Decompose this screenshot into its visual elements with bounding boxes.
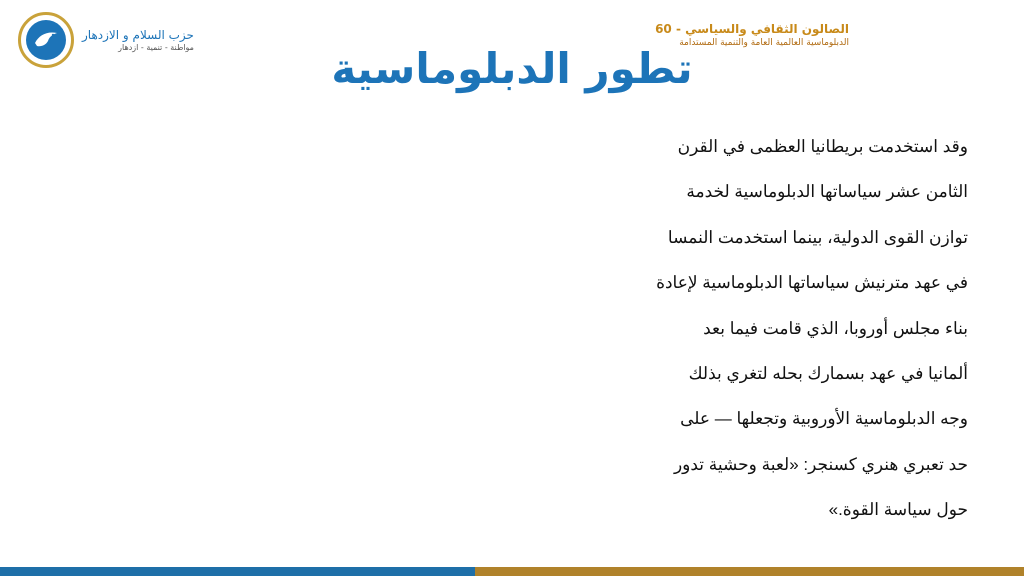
party-tagline: مواطنة - تنمية - ازدهار <box>118 42 194 52</box>
body-line: ألمانيا في عهد بسمارك بحله لتغري بذلك <box>688 363 968 383</box>
body-line: وقد استخدمت بريطانيا العظمى في القرن <box>677 137 968 156</box>
footer-bar-blue <box>0 567 475 576</box>
salon-title: الصالون الثقافي والسياسي - 60 <box>655 22 849 36</box>
body-line: بناء مجلس أوروبا، الذي قامت فيما بعد <box>703 318 968 338</box>
body-line: حد تعبري هنري كسنجر: «لعبة وحشية تدور <box>673 454 968 474</box>
body-line: حول سياسة القوة.» <box>828 500 968 520</box>
party-name: حزب السلام و الازدهار <box>82 27 194 42</box>
salon-subtitle: الدبلوماسية العالمية العامة والتنمية المستدامة <box>679 37 849 48</box>
body-line: وجه الدبلوماسية الأوروبية وتجعلها — على <box>680 409 968 429</box>
footer-bar-gold <box>475 567 1024 576</box>
slide-body-text <box>588 134 968 543</box>
body-line: توازن القوى الدولية، بينما استخدمت النمسا <box>667 227 968 247</box>
slide-title: تطور الدبلوماسية <box>331 44 693 93</box>
body-line: الثامن عشر سياساتها الدبلوماسية لخدمة <box>686 182 968 202</box>
body-line: في عهد مترنيش سياساتها الدبلوماسية لإعادة <box>656 273 968 293</box>
